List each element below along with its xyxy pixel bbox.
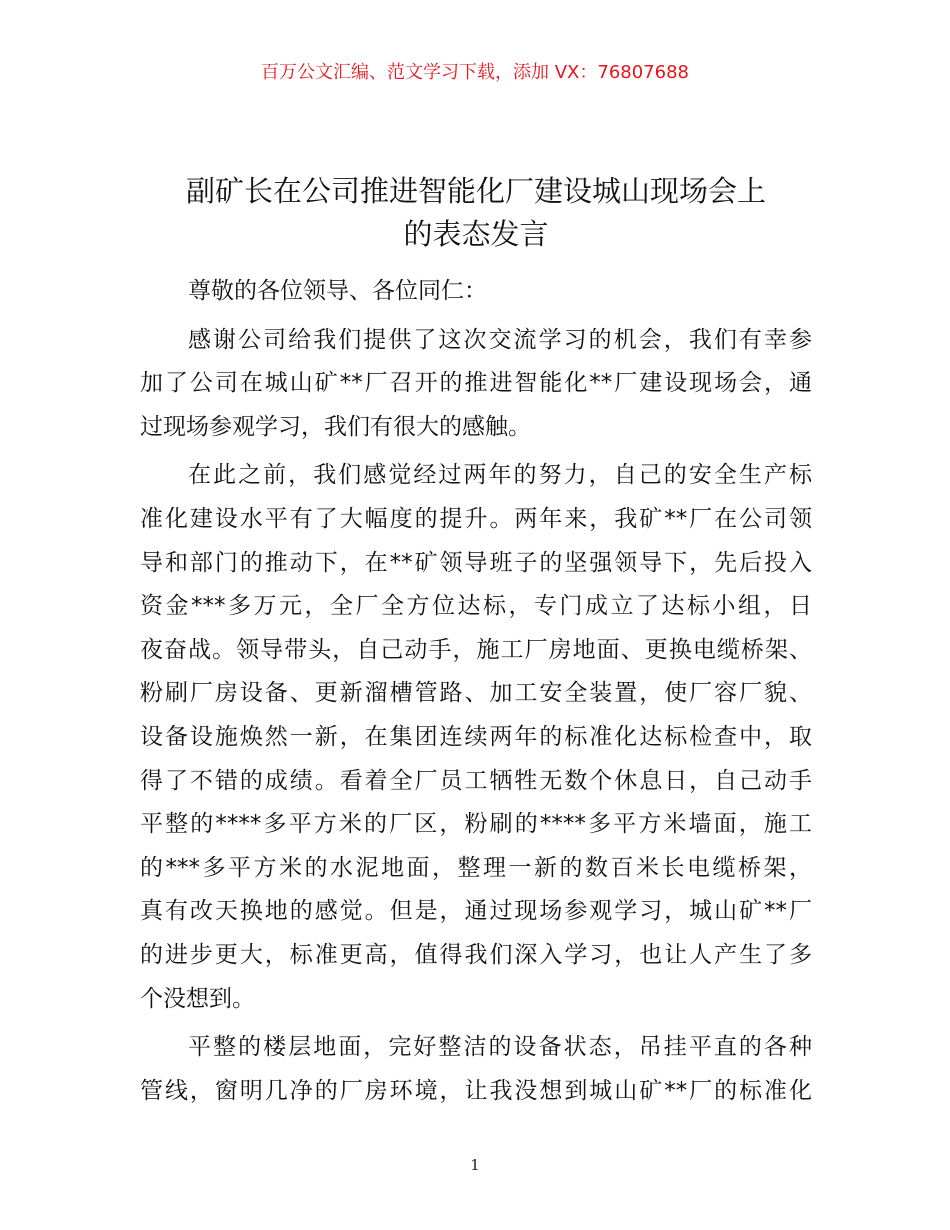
page-number: 1 (470, 1156, 480, 1174)
text-line: 感谢公司给我们提供了这次交流学习的机会，我们有幸参 (188, 326, 812, 353)
text-line: 的进步更大，标准更高，值得我们深入学习，也让人产生了多 (140, 941, 812, 968)
text-line: 导和部门的推动下，在**矿领导班子的坚强领导下，先后投入 (140, 549, 812, 576)
text-line: 真有改天换地的感觉。但是，通过现场参观学习，城山矿**厂 (140, 898, 812, 925)
text-line: 管线，窗明几净的厂房环境，让我没想到城山矿**厂的标准化 (140, 1077, 812, 1104)
text-line: 在此之前，我们感觉经过两年的努力，自己的安全生产标 (188, 462, 812, 489)
paragraph (140, 270, 812, 314)
text-line: 粉刷厂房设备、更新溜槽管路、加工安全装置，使厂容厂貌、 (140, 680, 812, 707)
document-body (140, 270, 812, 1118)
text-line: 尊敬的各位领导、各位同仁： (188, 278, 487, 304)
watermark-banner: 百万公文汇编、范文学习下载，添加 VX：76807688 (261, 62, 689, 83)
text-line: 夜奋战。领导带头，自己动手，施工厂房地面、更换电缆桥架、 (140, 636, 812, 663)
text-line: 设备设施焕然一新，在集团连续两年的标准化达标检查中，取 (140, 723, 812, 750)
paragraph (140, 454, 812, 1021)
text-line: 资金***多万元，全厂全方位达标，专门成立了达标小组，日 (140, 593, 812, 620)
document-title (140, 170, 812, 256)
text-line: 个没想到。 (140, 985, 255, 1012)
title-line: 副矿长在公司推进智能化厂建设城山现场会上 (185, 174, 766, 208)
paragraph (140, 1026, 812, 1113)
text-line: 的***多平方米的水泥地面，整理一新的数百米长电缆桥架， (140, 854, 812, 881)
text-line: 加了公司在城山矿**厂召开的推进智能化**厂建设现场会，通 (140, 370, 812, 397)
text-line: 过现场参观学习，我们有很大的感触。 (140, 413, 531, 440)
text-line: 平整的****多平方米的厂区，粉刷的****多平方米墙面，施工 (140, 811, 812, 838)
title-line: 的表态发言 (403, 217, 549, 251)
paragraph (140, 319, 812, 450)
text-line: 平整的楼层地面，完好整洁的设备状态，吊挂平直的各种 (188, 1034, 812, 1061)
text-line: 准化建设水平有了大幅度的提升。两年来，我矿**厂在公司领 (140, 505, 812, 532)
text-line: 得了不错的成绩。看着全厂员工牺牲无数个休息日，自己动手 (140, 767, 812, 794)
